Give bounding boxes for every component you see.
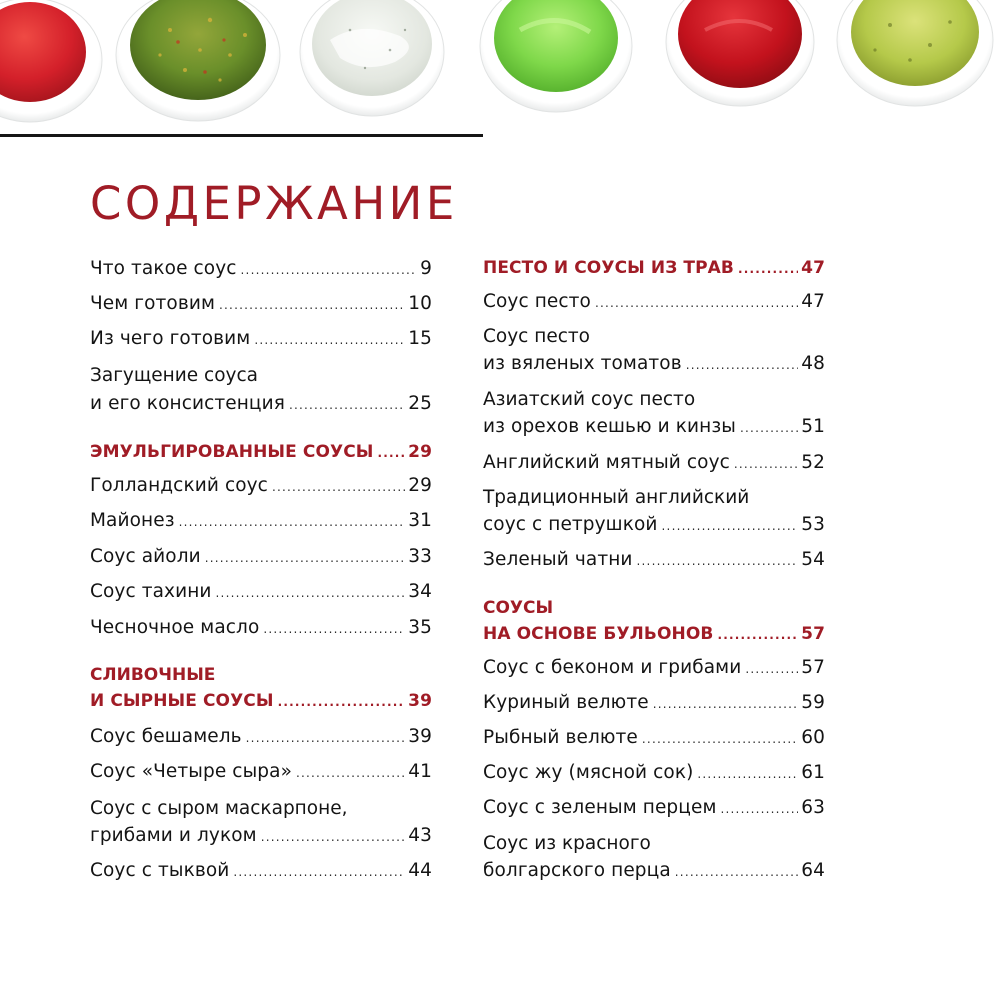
toc-leader-dots [738,255,798,283]
red-sauce-bowl [0,0,102,122]
toc-entry-title-line1[interactable]: Соус песто [483,326,590,347]
toc-entry-page: 29 [408,475,432,496]
toc-entry-page: 15 [408,328,432,349]
toc-section-page: 29 [408,442,432,462]
toc-entry-title: из орехов кешью и кинзы [483,416,737,437]
toc-entry-page: 41 [408,761,432,782]
toc-entry-title: и его консистенция [90,393,285,414]
toc-section-title: ЭМУЛЬГИРОВАННЫЕ СОУСЫ [90,442,374,462]
page-title: СОДЕРЖАНИЕ [90,177,458,230]
toc-section-heading[interactable] [483,254,825,283]
toc-leader-dots [734,450,798,478]
toc-entry-title: Что такое соус [90,258,237,279]
toc-section-heading[interactable] [90,687,432,716]
toc-entry[interactable] [90,857,432,886]
toc-entry[interactable] [483,794,825,823]
toc-section-heading[interactable] [90,438,432,467]
toc-entry[interactable] [483,288,825,317]
toc-entry[interactable] [483,449,825,478]
toc-entry-title: Соус айоли [90,546,201,567]
toc-entry[interactable] [483,857,825,886]
toc-leader-dots [261,823,406,851]
toc-entry-page: 39 [408,726,432,747]
toc-leader-dots [595,289,798,317]
toc-entry-title: Соус с тыквой [90,860,230,881]
toc-leader-dots [717,621,798,649]
ketchup-bowl [666,0,814,106]
toc-entry-page: 9 [420,258,432,279]
toc-entry-title: Чесночное масло [90,617,260,638]
top-divider-line [0,134,483,137]
toc-section-title-line1[interactable]: СОУСЫ [483,598,554,618]
toc-entry[interactable] [90,325,432,354]
toc-section-title: ПЕСТО И СОУСЫ ИЗ ТРАВ [483,258,734,278]
toc-section-title: НА ОСНОВЕ БУЛЬОНОВ [483,624,714,644]
toc-entry-page: 48 [801,353,825,374]
toc-entry-page: 64 [801,860,825,881]
toc-entry-title: грибами и луком [90,825,257,846]
toc-leader-dots [740,414,798,442]
toc-entry[interactable] [90,507,432,536]
toc-entry-page: 61 [801,762,825,783]
toc-entry[interactable] [90,290,432,319]
toc-entry-page: 44 [408,860,432,881]
toc-leader-dots [662,512,799,540]
toc-entry-title: Майонез [90,510,175,531]
toc-entry-page: 34 [408,581,432,602]
toc-entry-title-line1[interactable]: Традиционный английский [483,487,750,508]
sauce-bowls-photo [0,0,1000,125]
toc-entry[interactable] [483,511,825,540]
toc-leader-dots [289,391,405,419]
toc-leader-dots [697,760,798,788]
toc-entry-page: 57 [801,657,825,678]
toc-entry-title: Соус бешамель [90,726,242,747]
toc-entry[interactable] [90,822,432,851]
toc-section-page: 39 [408,691,432,711]
toc-entry[interactable] [483,689,825,718]
toc-leader-dots [296,759,405,787]
toc-leader-dots [254,326,405,354]
toc-entry-page: 31 [408,510,432,531]
toc-leader-dots [278,688,406,716]
toc-entry[interactable] [483,724,825,753]
toc-entry-title: Чем готовим [90,293,216,314]
toc-entry-title: Соус с зеленым перцем [483,797,717,818]
toc-entry-title-line1[interactable]: Соус с сыром маскарпоне, [90,798,348,819]
toc-leader-dots [263,615,405,643]
toc-leader-dots [205,544,405,572]
white-sauce-bowl [300,0,444,116]
toc-leader-dots [241,256,418,284]
toc-leader-dots [219,291,405,319]
toc-leader-dots [686,351,799,379]
toc-leader-dots [653,690,799,718]
toc-entry-title-line1[interactable]: Азиатский соус песто [483,389,696,410]
toc-entry-title: Голландский соус [90,475,268,496]
toc-entry[interactable] [90,255,432,284]
toc-entry[interactable] [483,413,825,442]
green-pesto-bowl [480,0,632,112]
toc-entry-title: Соус жу (мясной сок) [483,762,694,783]
toc-entry-page: 10 [408,293,432,314]
toc-leader-dots [272,473,405,501]
toc-entry[interactable] [483,546,825,575]
toc-entry-page: 25 [408,393,432,414]
toc-entry-title-line1[interactable]: Соус из красного [483,833,651,854]
toc-entry-page: 63 [801,797,825,818]
toc-entry[interactable] [90,578,432,607]
toc-entry[interactable] [483,654,825,683]
toc-entry[interactable] [90,758,432,787]
toc-section-title-line1[interactable]: СЛИВОЧНЫЕ [90,665,216,685]
toc-section-page: 47 [801,258,825,278]
toc-entry-page: 47 [801,291,825,312]
toc-entry-page: 59 [801,692,825,713]
toc-entry-page: 53 [801,514,825,535]
toc-entry[interactable] [90,472,432,501]
toc-entry-title: Зеленый чатни [483,549,633,570]
toc-entry[interactable] [90,543,432,572]
toc-entry-title: Соус «Четыре сыра» [90,761,292,782]
toc-entry-title: соус с петрушкой [483,514,658,535]
toc-leader-dots [675,858,798,886]
toc-entry-title: болгарского перца [483,860,671,881]
toc-leader-dots [216,579,406,607]
toc-section-title: И СЫРНЫЕ СОУСЫ [90,691,274,711]
toc-leader-dots [721,795,799,823]
toc-entry-page: 43 [408,825,432,846]
toc-entry-title: Соус песто [483,291,591,312]
toc-leader-dots [378,439,406,467]
toc-leader-dots [246,724,406,752]
toc-leader-dots [745,655,798,683]
toc-leader-dots [233,858,405,886]
toc-entry-title: Куриный велюте [483,692,649,713]
toc-leader-dots [637,547,799,575]
sauce-bowls-illustration [0,0,1000,125]
guacamole-bowl [837,0,993,106]
toc-section-heading[interactable] [483,620,825,649]
toc-entry-page: 52 [801,452,825,473]
toc-entry-title: Из чего готовим [90,328,251,349]
toc-entry[interactable] [90,390,432,419]
toc-entry-page: 33 [408,546,432,567]
toc-entry-title: Рыбный велюте [483,727,638,748]
toc-section-page: 57 [801,624,825,644]
toc-entry[interactable] [483,759,825,788]
toc-entry-page: 60 [801,727,825,748]
toc-entry-page: 51 [801,416,825,437]
toc-leader-dots [642,725,798,753]
toc-entry[interactable] [90,614,432,643]
toc-entry-title: из вяленых томатов [483,353,682,374]
toc-leader-dots [179,508,406,536]
toc-entry-page: 35 [408,617,432,638]
toc-entry[interactable] [483,350,825,379]
green-herb-sauce-bowl [116,0,280,121]
toc-entry-title-line1[interactable]: Загущение соуса [90,365,258,386]
toc-entry[interactable] [90,723,432,752]
toc-entry-page: 54 [801,549,825,570]
toc-entry-title: Английский мятный соус [483,452,730,473]
toc-entry-title: Соус с беконом и грибами [483,657,742,678]
toc-entry-title: Соус тахини [90,581,212,602]
